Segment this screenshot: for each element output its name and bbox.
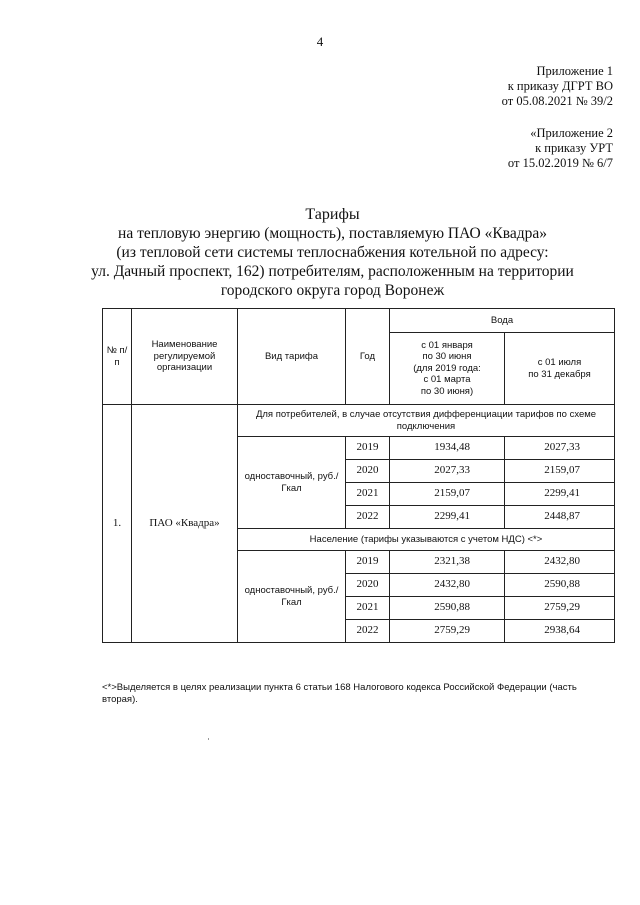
- tariff-value-cell: 2432,80: [390, 574, 505, 597]
- tariff-type-cell: одноставочный, руб./Гкал: [238, 437, 346, 529]
- title-line: ул. Дачный проспект, 162) потребителям, расположенным на территории: [91, 263, 574, 280]
- period-2-line: с 01 июля: [537, 357, 582, 368]
- page-number: 4: [316, 34, 324, 49]
- year-cell: 2021: [346, 597, 390, 620]
- tariff-value-cell: 2027,33: [505, 437, 615, 460]
- tariff-value-cell: 2432,80: [505, 551, 615, 574]
- appendix-2-reference: [508, 126, 613, 171]
- appendix-2-line: к приказу УРТ: [535, 141, 613, 155]
- period-1-line: по 30 июня): [420, 385, 474, 397]
- title-main: Тарифы: [305, 206, 360, 223]
- appendix-2-line: от 15.02.2019 № 6/7: [507, 156, 613, 170]
- year-cell: 2021: [346, 483, 390, 506]
- tariff-value-cell: 2299,41: [505, 483, 615, 506]
- year-cell: 2020: [346, 574, 390, 597]
- tariff-value-cell: 2590,88: [505, 574, 615, 597]
- row-number-cell: 1.: [103, 405, 132, 643]
- title-line: на тепловую энергию (мощность), поставляемую ПАО «Квадра»: [118, 225, 547, 242]
- section-title: Для потребителей, в случае отсутствия дифференциации тарифов по схеме подключения: [238, 405, 615, 437]
- period-2-line: по 31 декабря: [528, 368, 591, 380]
- title-line: (из тепловой сети системы теплоснабжения котельной по адресу:: [116, 244, 549, 261]
- header-water: Вода: [390, 309, 615, 333]
- tariff-value-cell: 2590,88: [390, 597, 505, 620]
- year-cell: 2022: [346, 506, 390, 529]
- period-1-line: с 01 января: [421, 339, 473, 351]
- header-organization: Наименование регулируемой организации: [132, 309, 238, 405]
- tariff-table: [102, 308, 615, 643]
- appendix-2-line: «Приложение 2: [530, 126, 613, 140]
- header-period-1: [390, 333, 505, 405]
- header-tariff-type: Вид тарифа: [238, 309, 346, 405]
- tariff-value-cell: 2027,33: [390, 460, 505, 483]
- tariff-value-cell: 2938,64: [505, 620, 615, 643]
- tariff-value-cell: 2159,07: [390, 483, 505, 506]
- header-year: Год: [346, 309, 390, 405]
- header-period-2: [505, 333, 615, 405]
- period-1-line: по 30 июня: [422, 351, 472, 363]
- organization-cell: ПАО «Квадра»: [132, 405, 238, 643]
- title-line: городского округа город Воронеж: [220, 282, 445, 299]
- scan-speck: [208, 738, 209, 740]
- tariff-value-cell: 2759,29: [390, 620, 505, 643]
- tariff-value-cell: 2759,29: [505, 597, 615, 620]
- appendix-1-reference: [502, 64, 613, 109]
- document-title: [60, 205, 605, 300]
- appendix-1-line: к приказу ДГРТ ВО: [507, 79, 613, 93]
- tariff-value-cell: 2321,38: [390, 551, 505, 574]
- appendix-1-line: от 05.08.2021 № 39/2: [501, 94, 613, 108]
- tariff-value-cell: 1934,48: [390, 437, 505, 460]
- period-1-line: (для 2019 года:: [413, 362, 481, 374]
- appendix-1-line: Приложение 1: [536, 64, 613, 78]
- section-title: Население (тарифы указываются с учетом НДС) <*>: [238, 529, 615, 551]
- tariff-type-cell: одноставочный, руб./Гкал: [238, 551, 346, 643]
- footnote: <*>Выделяется в целях реализации пункта 6 статьи 168 Налогового кодекса Российской Федерации (часть вторая).: [102, 682, 577, 705]
- tariff-value-cell: 2159,07: [505, 460, 615, 483]
- year-cell: 2019: [346, 551, 390, 574]
- header-row-number: № п/п: [103, 309, 132, 405]
- period-1-line: с 01 марта: [423, 374, 471, 386]
- year-cell: 2020: [346, 460, 390, 483]
- year-cell: 2019: [346, 437, 390, 460]
- tariff-value-cell: 2299,41: [390, 506, 505, 529]
- tariff-value-cell: 2448,87: [505, 506, 615, 529]
- year-cell: 2022: [346, 620, 390, 643]
